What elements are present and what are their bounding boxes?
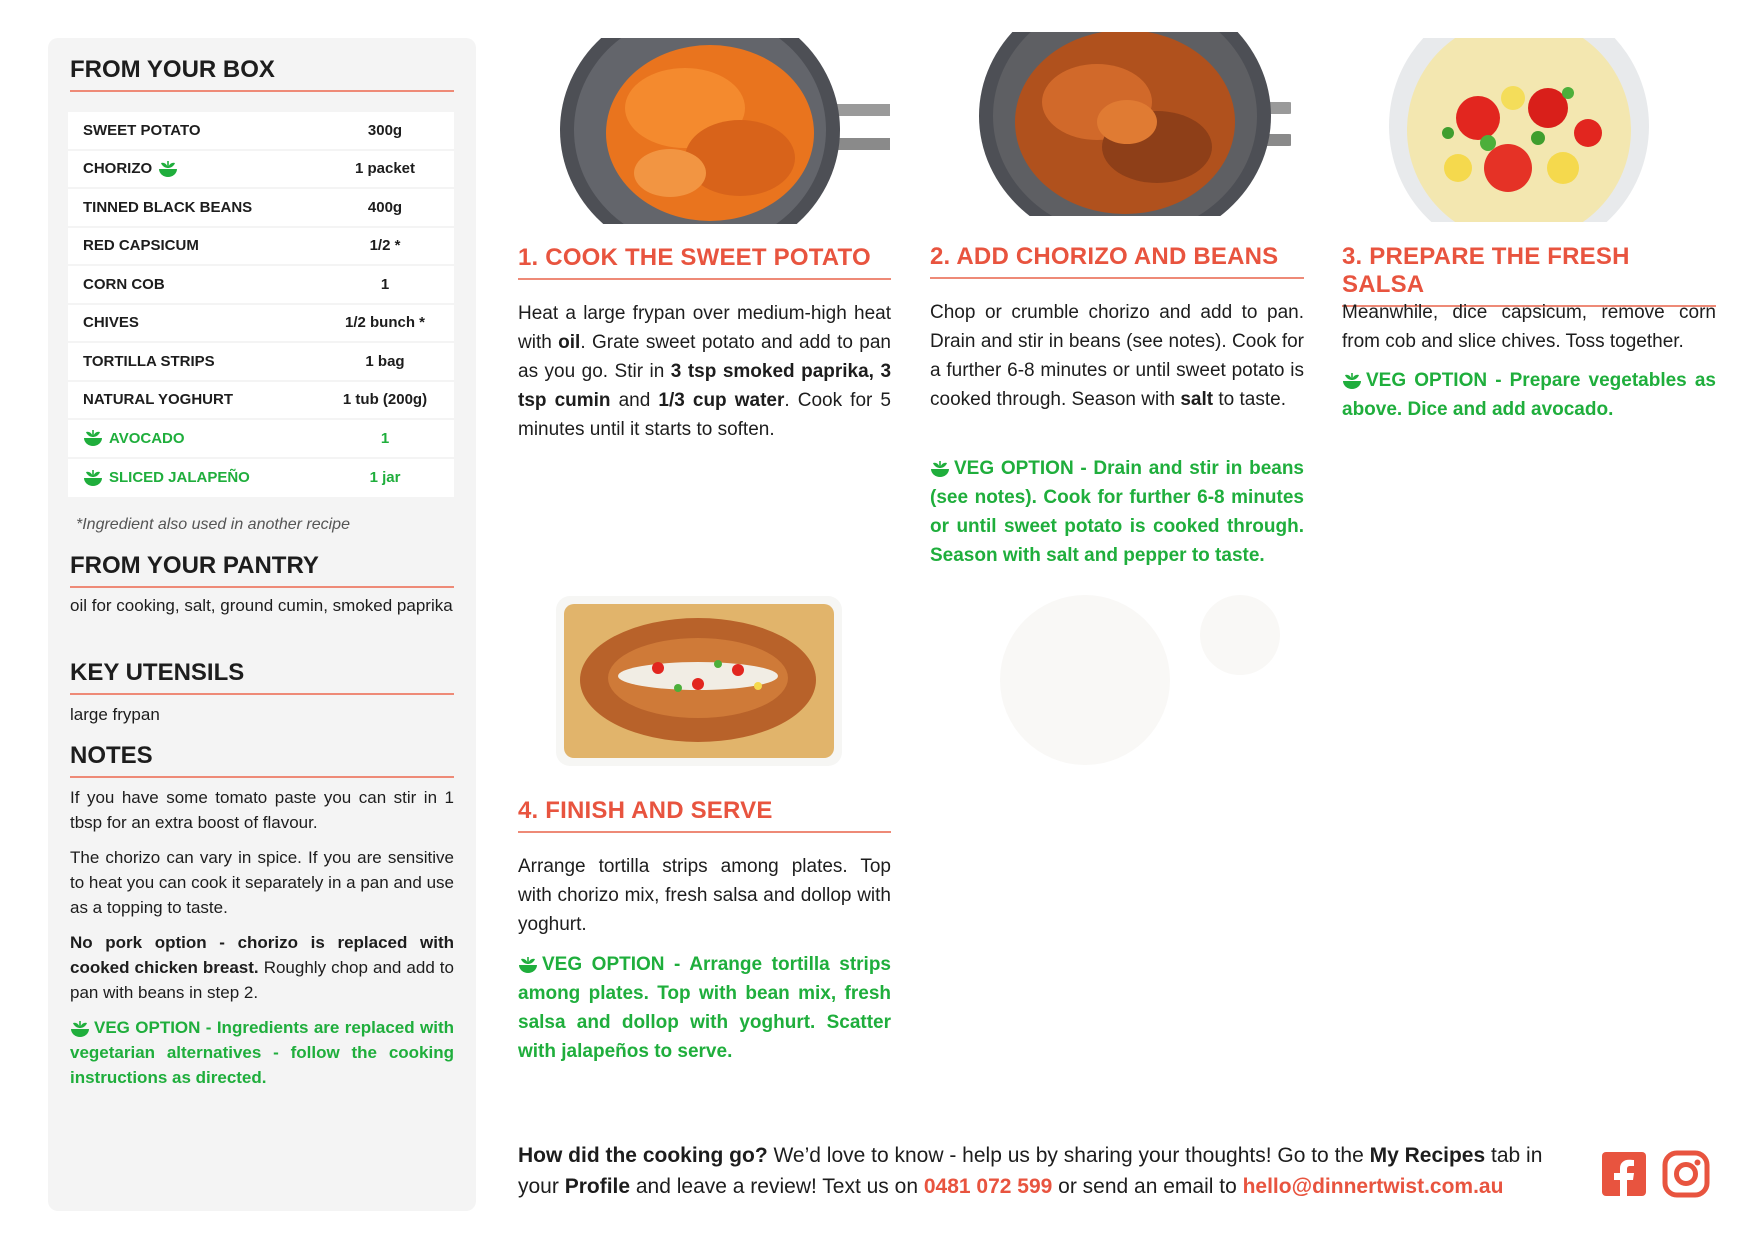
step-2-veg-option (930, 454, 1304, 570)
ingredient-name: SLICED JALAPEÑO (109, 469, 250, 487)
phone-link[interactable]: 0481 072 599 (923, 1175, 1053, 1198)
step-1-body (518, 299, 891, 444)
ingredient-name-wrap (68, 160, 316, 178)
leaf-icon (518, 956, 538, 974)
review-text: tab in your (518, 1144, 1543, 1198)
step-3-veg-option (1342, 366, 1716, 424)
step-3-veg-text: VEG OPTION - Prepare vegetables as above. Dice and add avocado. (1342, 370, 1716, 420)
ingredient-qty: 1 jar (369, 469, 401, 487)
email-link[interactable]: hello@dinnertwist.com.au (1242, 1175, 1504, 1198)
ingredient-table (68, 112, 454, 497)
step-1-text: . Grate sweet potato and add to pan as you go. Stir in (518, 332, 892, 382)
step-2-photo (977, 32, 1291, 216)
ingredient-name: SWEET POTATO (83, 121, 201, 139)
step-1-bold: 3 tsp smoked paprika, 3 tsp cumin (518, 361, 892, 411)
step-1-text: and (610, 390, 659, 411)
leaf-icon (158, 160, 178, 178)
review-question: How did the cooking go? (518, 1144, 768, 1167)
review-text: or send an email to (1052, 1175, 1243, 1198)
review-text: We’d love to know - help us by sharing your thoughts! Go to the (767, 1144, 1370, 1167)
review-prompt (518, 1140, 1578, 1202)
leaf-icon (70, 1020, 90, 1038)
ingredients-sidebar (48, 38, 476, 1211)
step-3-photo (1388, 38, 1650, 222)
ingredient-row (68, 343, 454, 382)
ingredient-footnote: *Ingredient also used in another recipe (76, 516, 350, 533)
ingredient-qty: 1 (380, 275, 390, 293)
ingredient-name: TINNED BLACK BEANS (83, 198, 253, 216)
from-your-pantry-title: FROM YOUR PANTRY (70, 552, 454, 588)
step-2-title: 2. ADD CHORIZO AND BEANS (930, 243, 1304, 279)
ingredient-name: CHORIZO (83, 160, 153, 178)
note-tomato: If you have some tomato paste you can stir in 1 tbsp for an extra boost of flavour. (70, 788, 454, 832)
step-1-text: Heat a large frypan over medium-high heat with (518, 303, 891, 353)
step-3-body: Meanwhile, dice capsicum, remove corn from cob and slice chives. Toss together. (1342, 302, 1716, 352)
step-2-text: to taste. (1213, 389, 1286, 410)
ingredient-row (68, 305, 454, 344)
step-1-bold: 1/3 cup water (658, 390, 785, 411)
notes-title: NOTES (70, 742, 454, 778)
ingredient-name: NATURAL YOGHURT (83, 391, 233, 409)
ingredient-row (68, 382, 454, 421)
step-1-bold: oil (558, 332, 581, 353)
step-2-body (930, 298, 1304, 414)
note-no-pork-rest: Roughly chop and add to pan with beans in step 2. (70, 958, 454, 1002)
ingredient-qty: 400g (367, 198, 403, 216)
note-no-pork (70, 930, 454, 1005)
ingredient-row (68, 189, 454, 228)
ingredient-row (68, 266, 454, 305)
ingredient-name-wrap (68, 429, 316, 447)
from-your-box-title: FROM YOUR BOX (70, 56, 454, 92)
my-recipes-link[interactable]: My Recipes (1369, 1144, 1486, 1167)
pantry-text: oil for cooking, salt, ground cumin, smoked paprika (70, 596, 453, 615)
note-veg-text: VEG OPTION - Ingredients are replaced with vegetarian alternatives - follow the cooking instructions as directed. (70, 1018, 454, 1087)
leaf-icon (930, 460, 950, 478)
step-4-body: Arrange tortilla strips among plates. Top with chorizo mix, fresh salsa and dollop with yoghurt. (518, 856, 891, 935)
ingredient-qty: 1 bag (365, 352, 405, 370)
ingredient-qty: 1/2 * (369, 237, 401, 255)
ingredient-qty: 1 tub (200g) (342, 391, 428, 409)
leaf-icon (83, 469, 103, 487)
step-4-photo (548, 588, 850, 774)
review-text: and leave a review! Text us on (630, 1175, 924, 1198)
faded-background-graphic (1000, 595, 1300, 770)
ingredient-name: AVOCADO (109, 429, 185, 447)
ingredient-qty: 1 (380, 429, 390, 447)
ingredient-name: TORTILLA STRIPS (83, 352, 215, 370)
step-4-title: 4. FINISH AND SERVE (518, 797, 891, 833)
ingredient-name-wrap (68, 469, 316, 487)
step-4-veg-text: VEG OPTION - Arrange tortilla strips among plates. Top with bean mix, fresh salsa and dollop with yoghurt. Scatter with jalapeños to serve. (518, 954, 891, 1062)
instagram-icon[interactable] (1662, 1150, 1710, 1198)
leaf-icon (83, 429, 103, 447)
utensils-text: large frypan (70, 705, 160, 724)
step-1-photo (560, 38, 890, 224)
key-utensils-title: KEY UTENSILS (70, 659, 454, 695)
step-4-veg-option (518, 950, 891, 1066)
ingredient-row (68, 112, 454, 151)
ingredient-row (68, 151, 454, 190)
note-veg-option (70, 1015, 454, 1090)
ingredient-name: CORN COB (83, 275, 165, 293)
step-1-title: 1. COOK THE SWEET POTATO (518, 244, 891, 280)
note-no-pork-bold: No pork option - chorizo is replaced with cooked chicken breast. (70, 933, 454, 977)
ingredient-row (68, 228, 454, 267)
ingredient-row-veg (68, 459, 454, 498)
step-2-text: Chop or crumble chorizo and add to pan. Drain and stir in beans (see notes). Cook for a further 6-8 minutes or until sweet potato is cooked through. Season with (930, 302, 1304, 410)
step-2-bold: salt (1180, 389, 1214, 410)
ingredient-qty: 1/2 bunch * (344, 314, 426, 332)
leaf-icon (1342, 372, 1362, 390)
step-3-title: 3. PREPARE THE FRESH SALSA (1342, 243, 1716, 307)
ingredient-qty: 1 packet (354, 160, 416, 178)
facebook-icon[interactable] (1600, 1150, 1648, 1198)
note-chorizo-spice: The chorizo can vary in spice. If you are sensitive to heat you can cook it separately in a pan and use as a topping to taste. (70, 848, 454, 917)
step-1-text: . Cook for 5 minutes until it starts to soften. (518, 390, 891, 440)
ingredient-row-veg (68, 420, 454, 459)
profile-link[interactable]: Profile (564, 1175, 631, 1198)
ingredient-name: RED CAPSICUM (83, 237, 199, 255)
step-2-veg-text: VEG OPTION - Drain and stir in beans (see notes). Cook for further 6-8 minutes or until sweet potato is cooked through. Season with salt and pepper to taste. (930, 458, 1304, 566)
ingredient-qty: 300g (367, 121, 403, 139)
ingredient-name: CHIVES (83, 314, 139, 332)
